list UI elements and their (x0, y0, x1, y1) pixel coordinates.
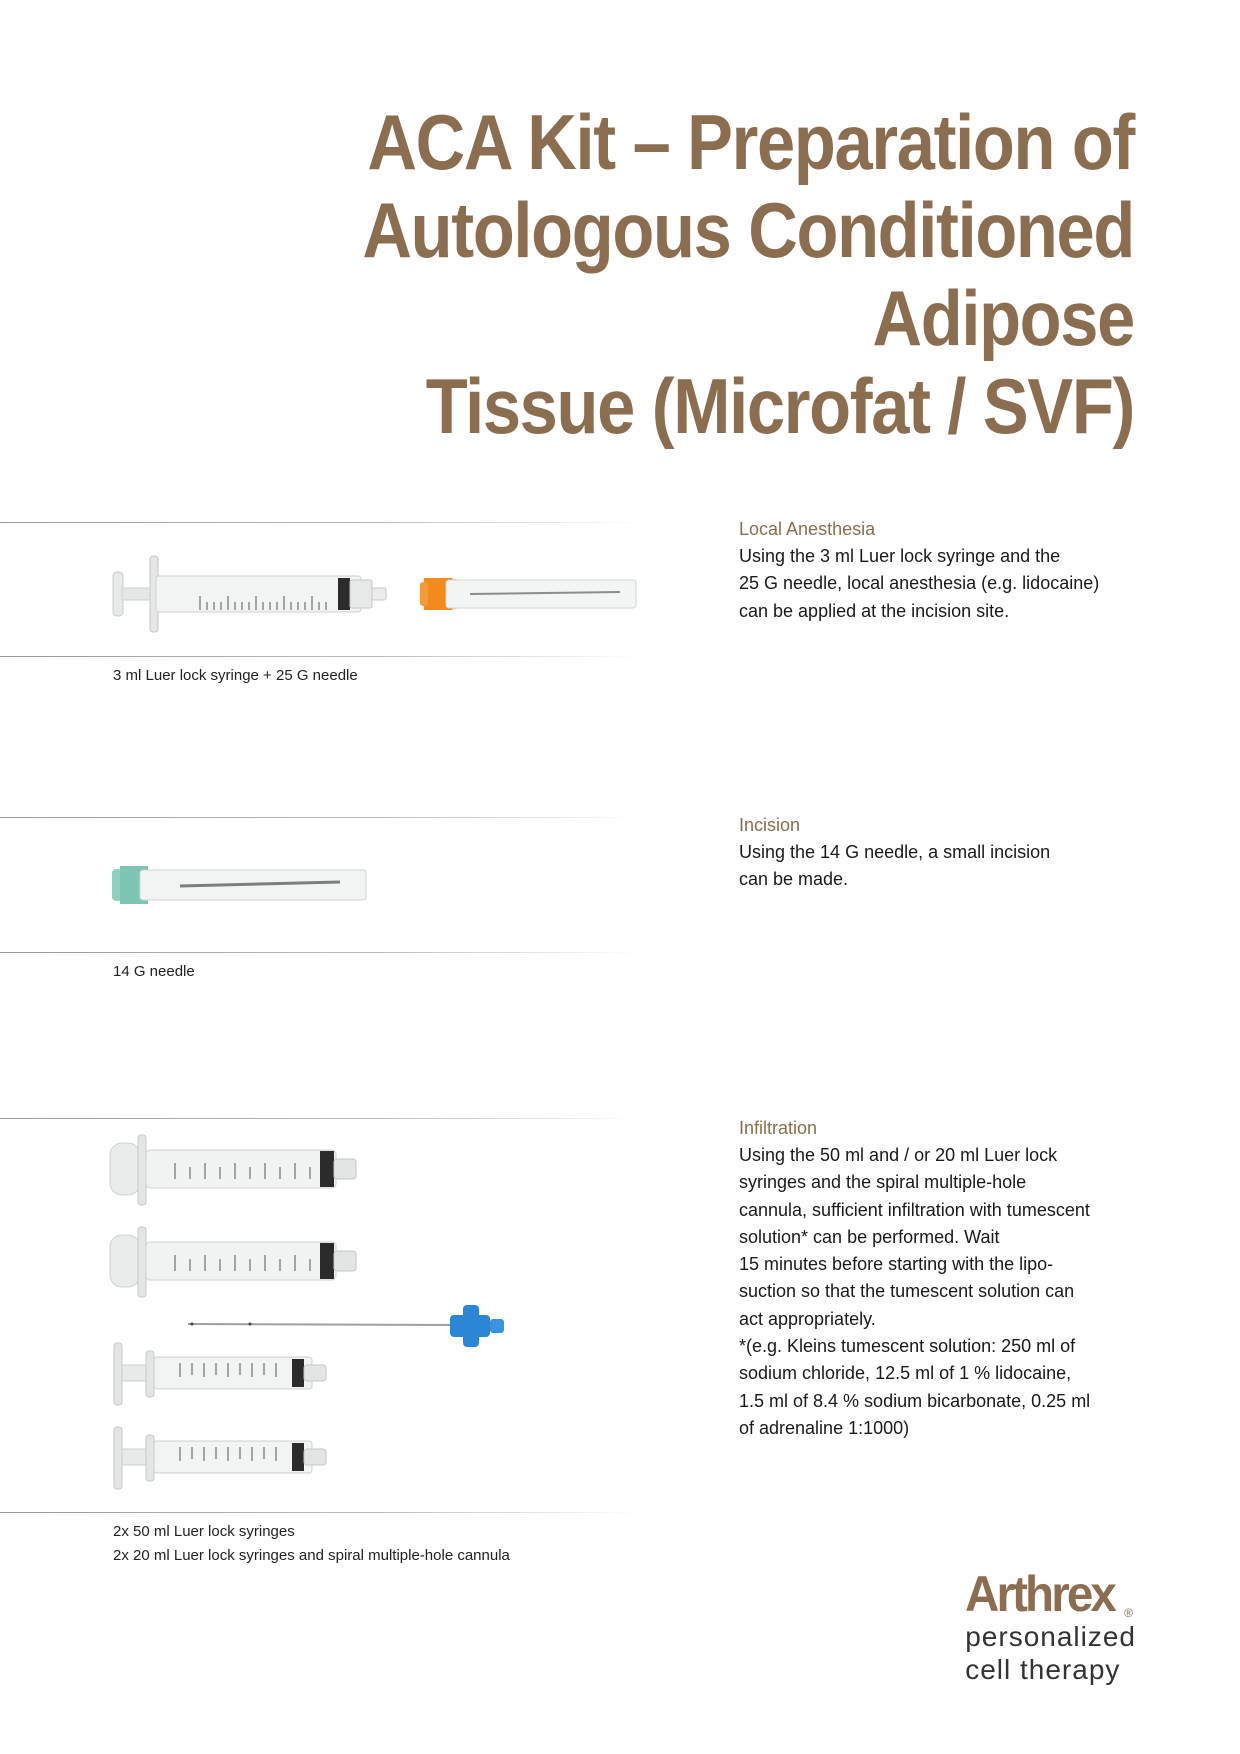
section-body-infiltration: Using the 50 ml and / or 20 ml Luer lock syringes and the spiral multiple-hole cannula, sufficient infiltration with tumescent solution* can be performed. Wait 15 minutes before starting with the lipo- suction so that the tumescent solution can act appropriately. *(e.g. Kleins tumescent solution: 250 ml of sodium chloride, 12.5 ml of 1 % lidocaine, 1.5 ml of 8.4 % sodium bicarbonate, 0.25 ml of adrenaline 1:1000) (739, 1145, 1091, 1438)
logo-tagline-line-2: cell therapy (965, 1654, 1121, 1685)
section-divider-top (0, 817, 640, 818)
section-heading-incision: Incision (739, 815, 801, 835)
section-divider-top (0, 522, 640, 523)
logo-brand: Arthrex (965, 1566, 1115, 1622)
infiltration-caption (113, 1520, 510, 1568)
logo-registered-mark: ® (1124, 1606, 1133, 1620)
section-divider-bottom (0, 952, 640, 953)
section-divider-bottom (0, 656, 640, 657)
logo-tagline-line-1: personalized (965, 1621, 1136, 1652)
section-body-local-anesthesia: Using the 3 ml Luer lock syringe and the 25 G needle, local anesthesia (e.g. lidocaine) can be applied at the incision site. (739, 546, 1100, 621)
arthrex-logo (965, 1568, 1136, 1686)
anesthesia-caption: 3 ml Luer lock syringe + 25 G needle (113, 667, 358, 684)
page-title (254, 98, 1134, 450)
anesthesia-kit-photo (0, 530, 640, 655)
section-body-incision: Using the 14 G needle, a small incision can be made. (739, 842, 1051, 890)
infiltration-kit-photo (0, 1125, 640, 1505)
title-line-1: ACA Kit – Preparation of (367, 98, 1134, 186)
title-line-3: Tissue (Microfat / SVF) (425, 362, 1134, 450)
incision-caption: 14 G needle (113, 963, 195, 980)
needle-25g-icon (420, 578, 636, 610)
section-heading-local-anesthesia: Local Anesthesia (739, 519, 876, 539)
cannula-icon (188, 1305, 504, 1347)
section-divider-top (0, 1118, 640, 1119)
syringe-50ml-icon (110, 1135, 356, 1205)
infiltration-caption-line-1: 2x 50 ml Luer lock syringes (113, 1523, 295, 1540)
syringe-20ml-icon (114, 1427, 326, 1489)
needle-14g-icon (112, 866, 366, 904)
section-divider-bottom (0, 1512, 640, 1513)
syringe-20ml-icon (114, 1343, 326, 1405)
infiltration-caption-line-2: 2x 20 ml Luer lock syringes and spiral multiple-hole cannula (113, 1547, 510, 1564)
title-line-2: Autologous Conditioned Adipose (362, 186, 1134, 362)
incision-kit-photo (0, 824, 640, 949)
syringe-50ml-icon (110, 1227, 356, 1297)
syringe-3ml-icon (113, 556, 386, 632)
section-heading-infiltration: Infiltration (739, 1118, 818, 1138)
